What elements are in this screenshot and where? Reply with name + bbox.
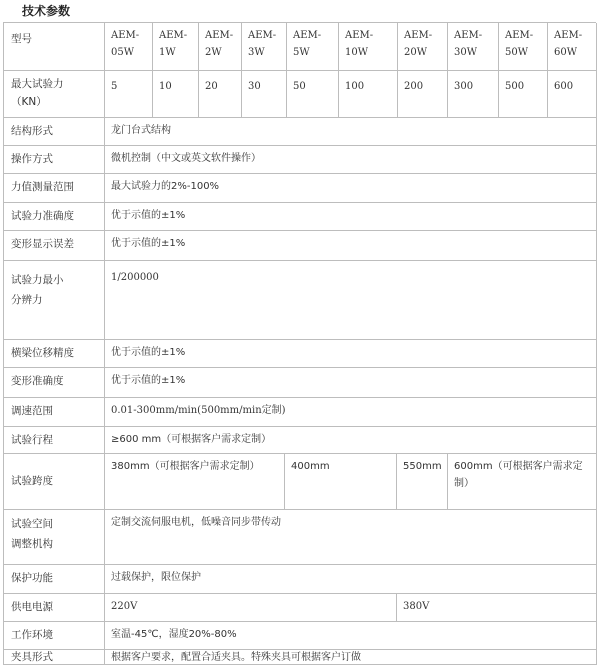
power-cell: 380V	[397, 594, 597, 622]
model-cell: AEM-60W	[548, 23, 597, 71]
fixture-value: 根据客户要求，配置合适夹具。特殊夹具可根据客户订做	[105, 650, 597, 665]
max-force-label	[4, 71, 105, 118]
model-cell: AEM-50W	[499, 23, 548, 71]
space-label-line1: 试验空间	[11, 518, 53, 530]
protection-label: 保护功能	[4, 565, 105, 594]
environment-value: 室温-45℃，湿度20%-80%	[105, 622, 597, 650]
structure-label: 结构形式	[4, 118, 105, 146]
deform-accuracy-value: 优于示值的±1%	[105, 368, 597, 398]
travel-label: 试验行程	[4, 427, 105, 454]
deform-error-label: 变形显示误差	[4, 231, 105, 261]
model-cell: AEM-30W	[448, 23, 499, 71]
beam-accuracy-value: 优于示值的±1%	[105, 340, 597, 368]
model-cell: AEM-3W	[242, 23, 287, 71]
operation-value: 微机控制（中文或英文软件操作）	[105, 146, 597, 174]
span-cell: 400mm	[285, 454, 397, 510]
model-label: 型号	[4, 23, 105, 71]
span-cell: 380mm（可根据客户需求定制）	[105, 454, 285, 510]
force-cell: 600	[548, 71, 597, 118]
resolution-label-line2: 分辨力	[11, 294, 43, 306]
span-cell: 600mm（可根据客户需求定制）	[448, 454, 597, 510]
power-label: 供电电源	[4, 594, 105, 622]
space-label-line2: 调整机构	[11, 538, 53, 550]
model-cell: AEM-1W	[153, 23, 199, 71]
environment-label: 工作环境	[4, 622, 105, 650]
force-cell: 500	[499, 71, 548, 118]
protection-value: 过载保护，限位保护	[105, 565, 597, 594]
force-range-label: 力值测量范围	[4, 174, 105, 203]
deform-accuracy-label: 变形准确度	[4, 368, 105, 398]
max-force-label-line2: （KN）	[11, 96, 47, 108]
speed-value: 0.01-300mm/min(500mm/min定制)	[105, 398, 597, 427]
beam-accuracy-label: 横梁位移精度	[4, 340, 105, 368]
force-cell: 50	[287, 71, 339, 118]
span-cell: 550mm	[397, 454, 448, 510]
force-cell: 5	[105, 71, 153, 118]
model-cell: AEM-2W	[199, 23, 242, 71]
space-label	[4, 510, 105, 565]
force-accuracy-label: 试验力准确度	[4, 203, 105, 231]
section-title: 技术参数	[22, 4, 71, 18]
force-cell: 200	[398, 71, 448, 118]
operation-label: 操作方式	[4, 146, 105, 174]
resolution-label	[4, 261, 105, 340]
model-cell: AEM-05W	[105, 23, 153, 71]
force-accuracy-value: 优于示值的±1%	[105, 203, 597, 231]
max-force-label-line1: 最大试验力	[11, 78, 64, 90]
force-cell: 300	[448, 71, 499, 118]
resolution-value: 1/200000	[105, 261, 597, 340]
travel-value: ≥600 mm（可根据客户需求定制）	[105, 427, 597, 454]
force-cell: 20	[199, 71, 242, 118]
space-value: 定制交流伺服电机，低噪音同步带传动	[105, 510, 597, 565]
resolution-label-line1: 试验力最小	[11, 274, 64, 286]
force-cell: 100	[339, 71, 398, 118]
speed-label: 调速范围	[4, 398, 105, 427]
model-cell: AEM-10W	[339, 23, 398, 71]
force-range-value: 最大试验力的2%-100%	[105, 174, 597, 203]
deform-error-value: 优于示值的±1%	[105, 231, 597, 261]
fixture-label: 夹具形式	[4, 650, 105, 665]
force-cell: 10	[153, 71, 199, 118]
force-cell: 30	[242, 71, 287, 118]
model-cell: AEM-5W	[287, 23, 339, 71]
span-label: 试验跨度	[4, 454, 105, 510]
model-cell: AEM-20W	[398, 23, 448, 71]
structure-value: 龙门台式结构	[105, 118, 597, 146]
power-cell: 220V	[105, 594, 397, 622]
spec-table	[3, 22, 596, 665]
